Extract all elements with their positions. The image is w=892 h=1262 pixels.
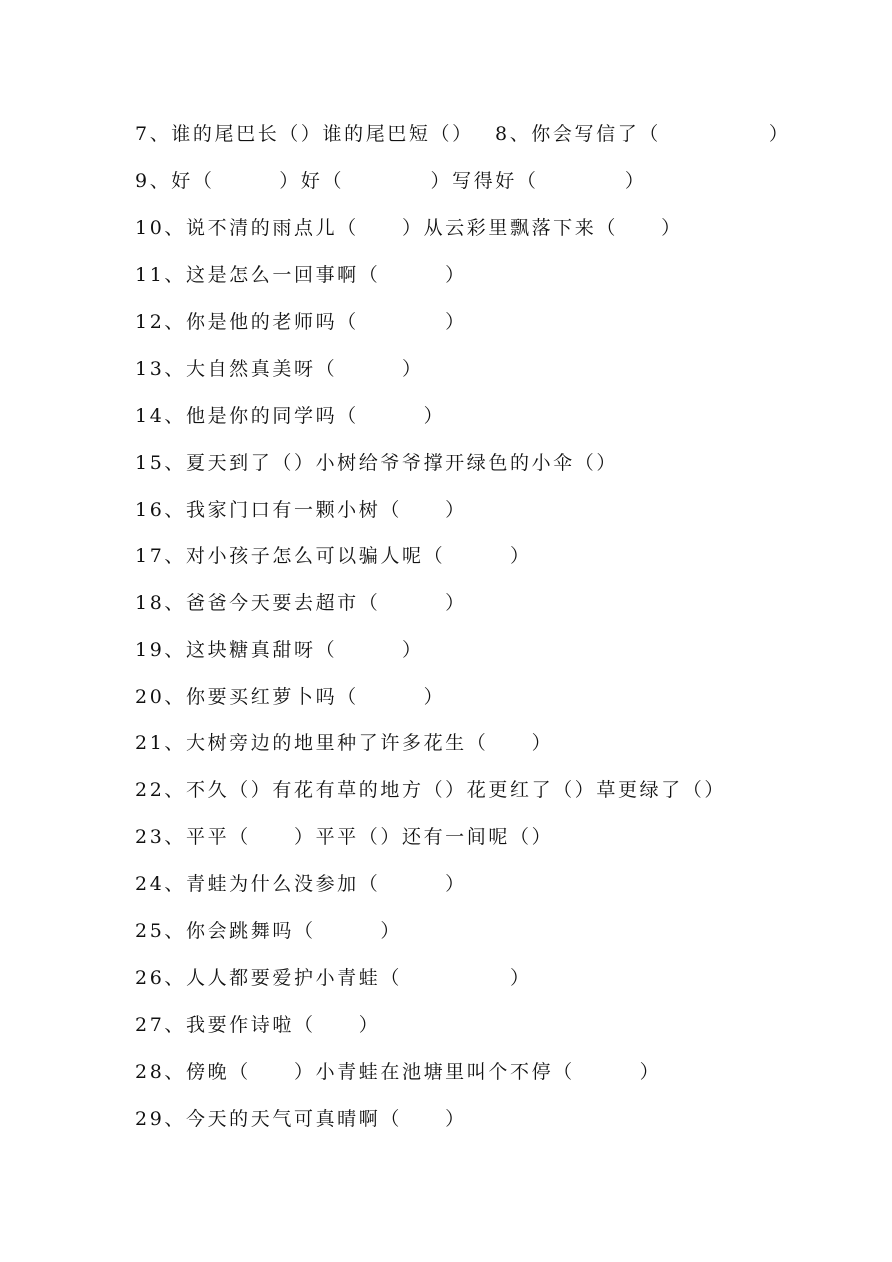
question-16: 16、我家门口有一颗小树（ ） <box>135 499 467 521</box>
question-21: 21、大树旁边的地里种了许多花生（ ） <box>135 732 554 754</box>
question-8: 8、你会写信了（ ） <box>495 123 791 145</box>
question-20: 20、你要买红萝卜吗（ ） <box>135 686 446 708</box>
question-29: 29、今天的天气可真晴啊（ ） <box>135 1108 467 1130</box>
question-23: 23、平平（ ）平平（）还有一间呢（） <box>135 826 554 848</box>
question-9: 9、好（ ）好（ ）写得好（ ） <box>135 170 647 192</box>
question-13: 13、大自然真美呀（ ） <box>135 358 424 380</box>
question-24: 24、青蛙为什么没参加（ ） <box>135 873 467 895</box>
question-11: 11、这是怎么一回事啊（ ） <box>135 264 467 286</box>
question-26: 26、人人都要爱护小青蛙（ ） <box>135 967 532 989</box>
question-15: 15、夏天到了（）小树给爷爷撑开绿色的小伞（） <box>135 452 618 474</box>
question-18: 18、爸爸今天要去超市（ ） <box>135 592 467 614</box>
question-27: 27、我要作诗啦（ ） <box>135 1014 381 1036</box>
question-14: 14、他是你的同学吗（ ） <box>135 405 446 427</box>
question-10: 10、说不清的雨点儿（ ）从云彩里飘落下来（ ） <box>135 217 683 239</box>
question-12: 12、你是他的老师吗（ ） <box>135 311 467 333</box>
question-7: 7、谁的尾巴长（）谁的尾巴短（） <box>135 123 474 145</box>
question-25: 25、你会跳舞吗（ ） <box>135 920 402 942</box>
question-19: 19、这块糖真甜呀（ ） <box>135 639 424 661</box>
question-17: 17、对小孩子怎么可以骗人呢（ ） <box>135 545 532 567</box>
question-28: 28、傍晚（ ）小青蛙在池塘里叫个不停（ ） <box>135 1061 662 1083</box>
question-22: 22、不久（）有花有草的地方（）花更红了（）草更绿了（） <box>135 779 726 801</box>
